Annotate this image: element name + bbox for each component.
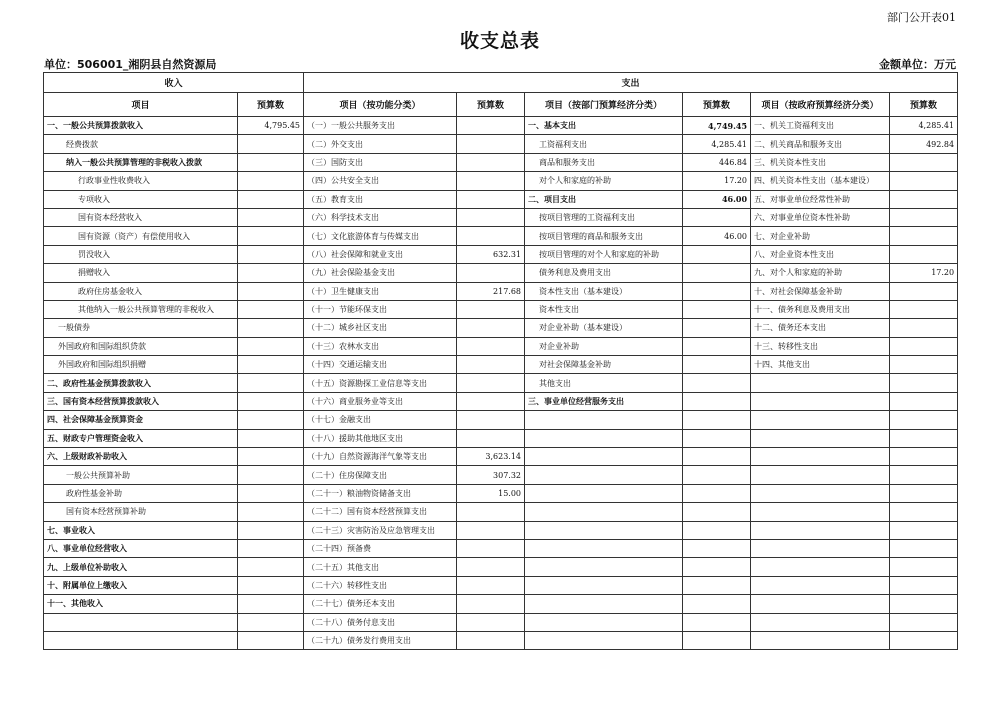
cell-functional-budget (457, 374, 525, 392)
cell-dept-econ-item: 工资福利支出 (525, 135, 683, 153)
table-row (44, 300, 958, 318)
cell-functional-budget (457, 539, 525, 557)
cell-functional-item: （五）教育支出 (304, 190, 457, 208)
cell-dept-econ-item: 对社会保障基金补助 (525, 356, 683, 374)
cell-gov-econ-budget (890, 319, 958, 337)
cell-gov-econ-budget (890, 172, 958, 190)
cell-functional-item: （六）科学技术支出 (304, 208, 457, 226)
cell-gov-econ-budget (890, 521, 958, 539)
table-row (44, 503, 958, 521)
cell-dept-econ-budget: 46.00 (683, 227, 751, 245)
cell-dept-econ-budget (683, 411, 751, 429)
table-row (44, 558, 958, 576)
cell-income-budget (238, 319, 304, 337)
cell-income-item: 罚没收入 (44, 245, 238, 263)
cell-dept-econ-item (525, 429, 683, 447)
cell-functional-budget: 15.00 (457, 484, 525, 502)
cell-gov-econ-budget (890, 356, 958, 374)
cell-gov-econ-item (751, 466, 890, 484)
cell-gov-econ-item: 七、对企业补助 (751, 227, 890, 245)
cell-functional-item: （七）文化旅游体育与传媒支出 (304, 227, 457, 245)
cell-income-item: 六、上级财政补助收入 (44, 448, 238, 466)
cell-gov-econ-budget: 492.84 (890, 135, 958, 153)
cell-income-item: 外国政府和国际组织贷款 (44, 337, 238, 355)
cell-income-item: 政府住房基金收入 (44, 282, 238, 300)
cell-gov-econ-budget (890, 448, 958, 466)
cell-dept-econ-item: 资本性支出（基本建设） (525, 282, 683, 300)
cell-income-budget (238, 466, 304, 484)
cell-income-budget (238, 576, 304, 594)
cell-dept-econ-item (525, 484, 683, 502)
cell-dept-econ-budget (683, 448, 751, 466)
cell-gov-econ-item: 四、机关资本性支出（基本建设） (751, 172, 890, 190)
cell-dept-econ-budget (683, 264, 751, 282)
table-row (44, 153, 958, 171)
cell-gov-econ-budget (890, 282, 958, 300)
cell-dept-econ-item (525, 613, 683, 631)
cell-dept-econ-budget (683, 429, 751, 447)
cell-functional-budget (457, 429, 525, 447)
table-row (44, 631, 958, 649)
cell-dept-econ-budget (683, 613, 751, 631)
cell-gov-econ-budget (890, 558, 958, 576)
cell-income-budget (238, 558, 304, 576)
col-header-gov-econ-item: 项目（按政府预算经济分类） (751, 93, 890, 117)
table-row (44, 521, 958, 539)
cell-dept-econ-item: 三、事业单位经营服务支出 (525, 392, 683, 410)
cell-income-item: 二、政府性基金预算拨款收入 (44, 374, 238, 392)
cell-income-budget (238, 356, 304, 374)
cell-functional-budget (457, 631, 525, 649)
cell-dept-econ-item (525, 631, 683, 649)
cell-functional-item: （十四）交通运输支出 (304, 356, 457, 374)
cell-dept-econ-item: 按项目管理的工资福利支出 (525, 208, 683, 226)
cell-gov-econ-item: 三、机关资本性支出 (751, 153, 890, 171)
cell-income-budget (238, 227, 304, 245)
cell-gov-econ-item (751, 631, 890, 649)
cell-functional-item: （十五）资源勘探工业信息等支出 (304, 374, 457, 392)
unit-label: 单位：506001_湘阴县自然资源局 (44, 58, 217, 71)
cell-functional-budget: 217.68 (457, 282, 525, 300)
cell-dept-econ-budget (683, 539, 751, 557)
cell-functional-budget (457, 411, 525, 429)
cell-income-item: 一般公共预算补助 (44, 466, 238, 484)
table-row (44, 190, 958, 208)
cell-dept-econ-item (525, 595, 683, 613)
cell-gov-econ-item: 九、对个人和家庭的补助 (751, 264, 890, 282)
cell-dept-econ-item: 对企业补助（基本建设） (525, 319, 683, 337)
cell-dept-econ-item: 其他支出 (525, 374, 683, 392)
cell-functional-item: （十二）城乡社区支出 (304, 319, 457, 337)
cell-income-budget (238, 521, 304, 539)
col-header-gov-econ-budget: 预算数 (890, 93, 958, 117)
cell-dept-econ-budget (683, 595, 751, 613)
cell-income-budget (238, 503, 304, 521)
cell-functional-budget: 3,623.14 (457, 448, 525, 466)
cell-functional-budget (457, 337, 525, 355)
cell-gov-econ-item (751, 484, 890, 502)
cell-income-item: 十、附属单位上缴收入 (44, 576, 238, 594)
cell-dept-econ-budget (683, 466, 751, 484)
cell-functional-budget (457, 208, 525, 226)
cell-income-item: 国有资本经营收入 (44, 208, 238, 226)
cell-income-item: 一般债券 (44, 319, 238, 337)
cell-functional-budget (457, 613, 525, 631)
cell-gov-econ-item: 一、机关工资福利支出 (751, 117, 890, 135)
cell-functional-item: （一）一般公共服务支出 (304, 117, 457, 135)
cell-gov-econ-item (751, 448, 890, 466)
cell-gov-econ-budget (890, 429, 958, 447)
table-row (44, 135, 958, 153)
cell-gov-econ-budget (890, 190, 958, 208)
cell-dept-econ-budget (683, 521, 751, 539)
cell-income-budget (238, 613, 304, 631)
cell-functional-item: （十三）农林水支出 (304, 337, 457, 355)
table-row (44, 429, 958, 447)
col-header-functional-item: 项目（按功能分类） (304, 93, 457, 117)
cell-functional-budget (457, 521, 525, 539)
cell-gov-econ-budget (890, 613, 958, 631)
cell-income-item: 纳入一般公共预算管理的非税收入拨款 (44, 153, 238, 171)
cell-functional-item: （八）社会保障和就业支出 (304, 245, 457, 263)
cell-dept-econ-item: 资本性支出 (525, 300, 683, 318)
cell-dept-econ-budget (683, 208, 751, 226)
cell-dept-econ-item (525, 558, 683, 576)
amount-unit-label: 金额单位：万元 (879, 58, 956, 71)
cell-income-budget (238, 300, 304, 318)
cell-income-budget (238, 337, 304, 355)
cell-income-budget (238, 208, 304, 226)
cell-gov-econ-item: 十二、债务还本支出 (751, 319, 890, 337)
cell-income-item: 八、事业单位经营收入 (44, 539, 238, 557)
cell-income-item: 五、财政专户管理资金收入 (44, 429, 238, 447)
cell-income-budget (238, 539, 304, 557)
cell-dept-econ-budget (683, 319, 751, 337)
table-row (44, 392, 958, 410)
cell-dept-econ-budget: 446.84 (683, 153, 751, 171)
cell-dept-econ-budget (683, 558, 751, 576)
table-row (44, 411, 958, 429)
cell-functional-item: （二十二）国有资本经营预算支出 (304, 503, 457, 521)
cell-income-item: 国有资源（资产）有偿使用收入 (44, 227, 238, 245)
cell-functional-budget: 307.32 (457, 466, 525, 484)
cell-functional-item: （二十九）债务发行费用支出 (304, 631, 457, 649)
cell-dept-econ-item (525, 539, 683, 557)
table-row (44, 539, 958, 557)
table-row (44, 595, 958, 613)
cell-income-item: 捐赠收入 (44, 264, 238, 282)
table-row (44, 466, 958, 484)
cell-gov-econ-budget: 4,285.41 (890, 117, 958, 135)
cell-dept-econ-budget (683, 356, 751, 374)
cell-dept-econ-item (525, 411, 683, 429)
cell-income-budget (238, 264, 304, 282)
cell-income-item (44, 613, 238, 631)
expense-section-header: 支出 (304, 73, 958, 93)
cell-income-item (44, 631, 238, 649)
table-row (44, 374, 958, 392)
cell-gov-econ-item: 八、对企业资本性支出 (751, 245, 890, 263)
cell-dept-econ-budget (683, 484, 751, 502)
summary-table (43, 72, 958, 650)
cell-functional-budget (457, 264, 525, 282)
cell-functional-budget (457, 172, 525, 190)
cell-dept-econ-budget (683, 392, 751, 410)
cell-dept-econ-item (525, 576, 683, 594)
income-section-header: 收入 (44, 73, 304, 93)
cell-gov-econ-item (751, 503, 890, 521)
cell-gov-econ-budget (890, 337, 958, 355)
cell-functional-budget: 632.31 (457, 245, 525, 263)
cell-dept-econ-budget: 17.20 (683, 172, 751, 190)
col-header-income-item: 项目 (44, 93, 238, 117)
cell-gov-econ-budget: 17.20 (890, 264, 958, 282)
cell-gov-econ-item: 十一、债务利息及费用支出 (751, 300, 890, 318)
cell-gov-econ-item: 十四、其他支出 (751, 356, 890, 374)
cell-functional-budget (457, 190, 525, 208)
cell-gov-econ-item: 六、对事业单位资本性补助 (751, 208, 890, 226)
cell-income-budget: 4,795.45 (238, 117, 304, 135)
cell-gov-econ-budget (890, 245, 958, 263)
cell-dept-econ-item: 对企业补助 (525, 337, 683, 355)
cell-income-item: 七、事业收入 (44, 521, 238, 539)
cell-dept-econ-item (525, 521, 683, 539)
cell-functional-item: （四）公共安全支出 (304, 172, 457, 190)
cell-dept-econ-budget (683, 282, 751, 300)
cell-gov-econ-item (751, 576, 890, 594)
cell-income-budget (238, 392, 304, 410)
cell-gov-econ-budget (890, 503, 958, 521)
table-row (44, 613, 958, 631)
cell-functional-item: （二十四）预备费 (304, 539, 457, 557)
cell-functional-budget (457, 576, 525, 594)
cell-gov-econ-item (751, 558, 890, 576)
cell-gov-econ-budget (890, 411, 958, 429)
cell-functional-item: （二十三）灾害防治及应急管理支出 (304, 521, 457, 539)
cell-dept-econ-budget: 4,285.41 (683, 135, 751, 153)
cell-income-budget (238, 411, 304, 429)
col-header-dept-econ-budget: 预算数 (683, 93, 751, 117)
cell-income-budget (238, 245, 304, 263)
cell-functional-budget (457, 392, 525, 410)
table-row (44, 484, 958, 502)
cell-functional-budget (457, 135, 525, 153)
table-row (44, 117, 958, 135)
cell-gov-econ-item (751, 429, 890, 447)
cell-dept-econ-budget (683, 300, 751, 318)
cell-dept-econ-item: 债务利息及费用支出 (525, 264, 683, 282)
cell-dept-econ-item: 按项目管理的商品和服务支出 (525, 227, 683, 245)
cell-gov-econ-item (751, 521, 890, 539)
cell-functional-budget (457, 319, 525, 337)
cell-income-item: 外国政府和国际组织捐赠 (44, 356, 238, 374)
cell-functional-item: （二十五）其他支出 (304, 558, 457, 576)
cell-dept-econ-budget (683, 576, 751, 594)
cell-functional-item: （二）外交支出 (304, 135, 457, 153)
table-row (44, 576, 958, 594)
cell-dept-econ-budget: 46.00 (683, 190, 751, 208)
cell-dept-econ-item: 二、项目支出 (525, 190, 683, 208)
cell-dept-econ-item (525, 503, 683, 521)
cell-functional-budget (457, 503, 525, 521)
cell-dept-econ-budget (683, 631, 751, 649)
cell-income-budget (238, 429, 304, 447)
section-header-row (44, 73, 958, 93)
cell-functional-budget (457, 117, 525, 135)
cell-gov-econ-budget (890, 227, 958, 245)
cell-income-budget (238, 135, 304, 153)
cell-income-budget (238, 190, 304, 208)
cell-gov-econ-budget (890, 300, 958, 318)
cell-functional-item: （十六）商业服务业等支出 (304, 392, 457, 410)
cell-functional-item: （二十）住房保障支出 (304, 466, 457, 484)
cell-functional-item: （十一）节能环保支出 (304, 300, 457, 318)
cell-gov-econ-budget (890, 595, 958, 613)
table-row (44, 264, 958, 282)
cell-income-budget (238, 172, 304, 190)
col-header-functional-budget: 预算数 (457, 93, 525, 117)
cell-functional-item: （十七）金融支出 (304, 411, 457, 429)
cell-functional-item: （十九）自然资源海洋气象等支出 (304, 448, 457, 466)
cell-gov-econ-budget (890, 631, 958, 649)
cell-income-item: 九、上级单位补助收入 (44, 558, 238, 576)
column-header-row (44, 93, 958, 117)
cell-dept-econ-budget: 4,749.45 (683, 117, 751, 135)
cell-functional-budget (457, 558, 525, 576)
cell-gov-econ-item (751, 411, 890, 429)
table-row (44, 227, 958, 245)
cell-gov-econ-item (751, 539, 890, 557)
cell-functional-item: （十）卫生健康支出 (304, 282, 457, 300)
cell-gov-econ-item (751, 392, 890, 410)
page-title: 收支总表 (459, 30, 540, 52)
cell-functional-budget (457, 595, 525, 613)
cell-dept-econ-item: 对个人和家庭的补助 (525, 172, 683, 190)
cell-functional-budget (457, 153, 525, 171)
cell-gov-econ-budget (890, 392, 958, 410)
cell-income-item: 三、国有资本经营预算拨款收入 (44, 392, 238, 410)
cell-functional-item: （二十六）转移性支出 (304, 576, 457, 594)
cell-gov-econ-budget (890, 208, 958, 226)
cell-gov-econ-budget (890, 466, 958, 484)
cell-income-item: 专项收入 (44, 190, 238, 208)
cell-gov-econ-budget (890, 484, 958, 502)
cell-gov-econ-item (751, 595, 890, 613)
table-row (44, 319, 958, 337)
cell-dept-econ-item: 商品和服务支出 (525, 153, 683, 171)
cell-functional-item: （三）国防支出 (304, 153, 457, 171)
cell-dept-econ-budget (683, 337, 751, 355)
col-header-dept-econ-item: 项目（按部门预算经济分类） (525, 93, 683, 117)
cell-gov-econ-item: 五、对事业单位经常性补助 (751, 190, 890, 208)
cell-income-item: 经费拨款 (44, 135, 238, 153)
cell-functional-item: （二十一）粮油物资储备支出 (304, 484, 457, 502)
table-row (44, 448, 958, 466)
cell-gov-econ-budget (890, 374, 958, 392)
cell-dept-econ-item (525, 466, 683, 484)
cell-gov-econ-budget (890, 153, 958, 171)
table-row (44, 282, 958, 300)
cell-dept-econ-budget (683, 245, 751, 263)
table-row (44, 356, 958, 374)
table-row (44, 172, 958, 190)
cell-income-budget (238, 153, 304, 171)
cell-functional-item: （二十八）债务付息支出 (304, 613, 457, 631)
cell-income-item: 十一、其他收入 (44, 595, 238, 613)
cell-dept-econ-item (525, 448, 683, 466)
cell-gov-econ-item (751, 374, 890, 392)
cell-dept-econ-budget (683, 374, 751, 392)
cell-income-budget (238, 484, 304, 502)
cell-income-item: 一、一般公共预算拨款收入 (44, 117, 238, 135)
cell-income-budget (238, 374, 304, 392)
cell-income-budget (238, 448, 304, 466)
cell-functional-budget (457, 300, 525, 318)
cell-income-budget (238, 595, 304, 613)
cell-gov-econ-item: 十三、转移性支出 (751, 337, 890, 355)
cell-dept-econ-budget (683, 503, 751, 521)
cell-income-item: 国有资本经营预算补助 (44, 503, 238, 521)
cell-income-item: 其他纳入一般公共预算管理的非税收入 (44, 300, 238, 318)
cell-gov-econ-budget (890, 539, 958, 557)
cell-gov-econ-item: 十、对社会保障基金补助 (751, 282, 890, 300)
cell-gov-econ-budget (890, 576, 958, 594)
table-row (44, 245, 958, 263)
cell-income-item: 四、社会保障基金预算资金 (44, 411, 238, 429)
cell-functional-item: （九）社会保险基金支出 (304, 264, 457, 282)
cell-dept-econ-item: 按项目管理的对个人和家庭的补助 (525, 245, 683, 263)
cell-dept-econ-item: 一、基本支出 (525, 117, 683, 135)
form-code: 部门公开表01 (887, 11, 956, 24)
cell-functional-item: （十八）援助其他地区支出 (304, 429, 457, 447)
table-row (44, 337, 958, 355)
cell-income-item: 行政事业性收费收入 (44, 172, 238, 190)
table-row (44, 208, 958, 226)
col-header-income-budget: 预算数 (238, 93, 304, 117)
cell-income-item: 政府性基金补助 (44, 484, 238, 502)
cell-gov-econ-item: 二、机关商品和服务支出 (751, 135, 890, 153)
cell-income-budget (238, 282, 304, 300)
cell-gov-econ-item (751, 613, 890, 631)
cell-functional-budget (457, 356, 525, 374)
cell-functional-item: （二十七）债务还本支出 (304, 595, 457, 613)
cell-income-budget (238, 631, 304, 649)
cell-functional-budget (457, 227, 525, 245)
